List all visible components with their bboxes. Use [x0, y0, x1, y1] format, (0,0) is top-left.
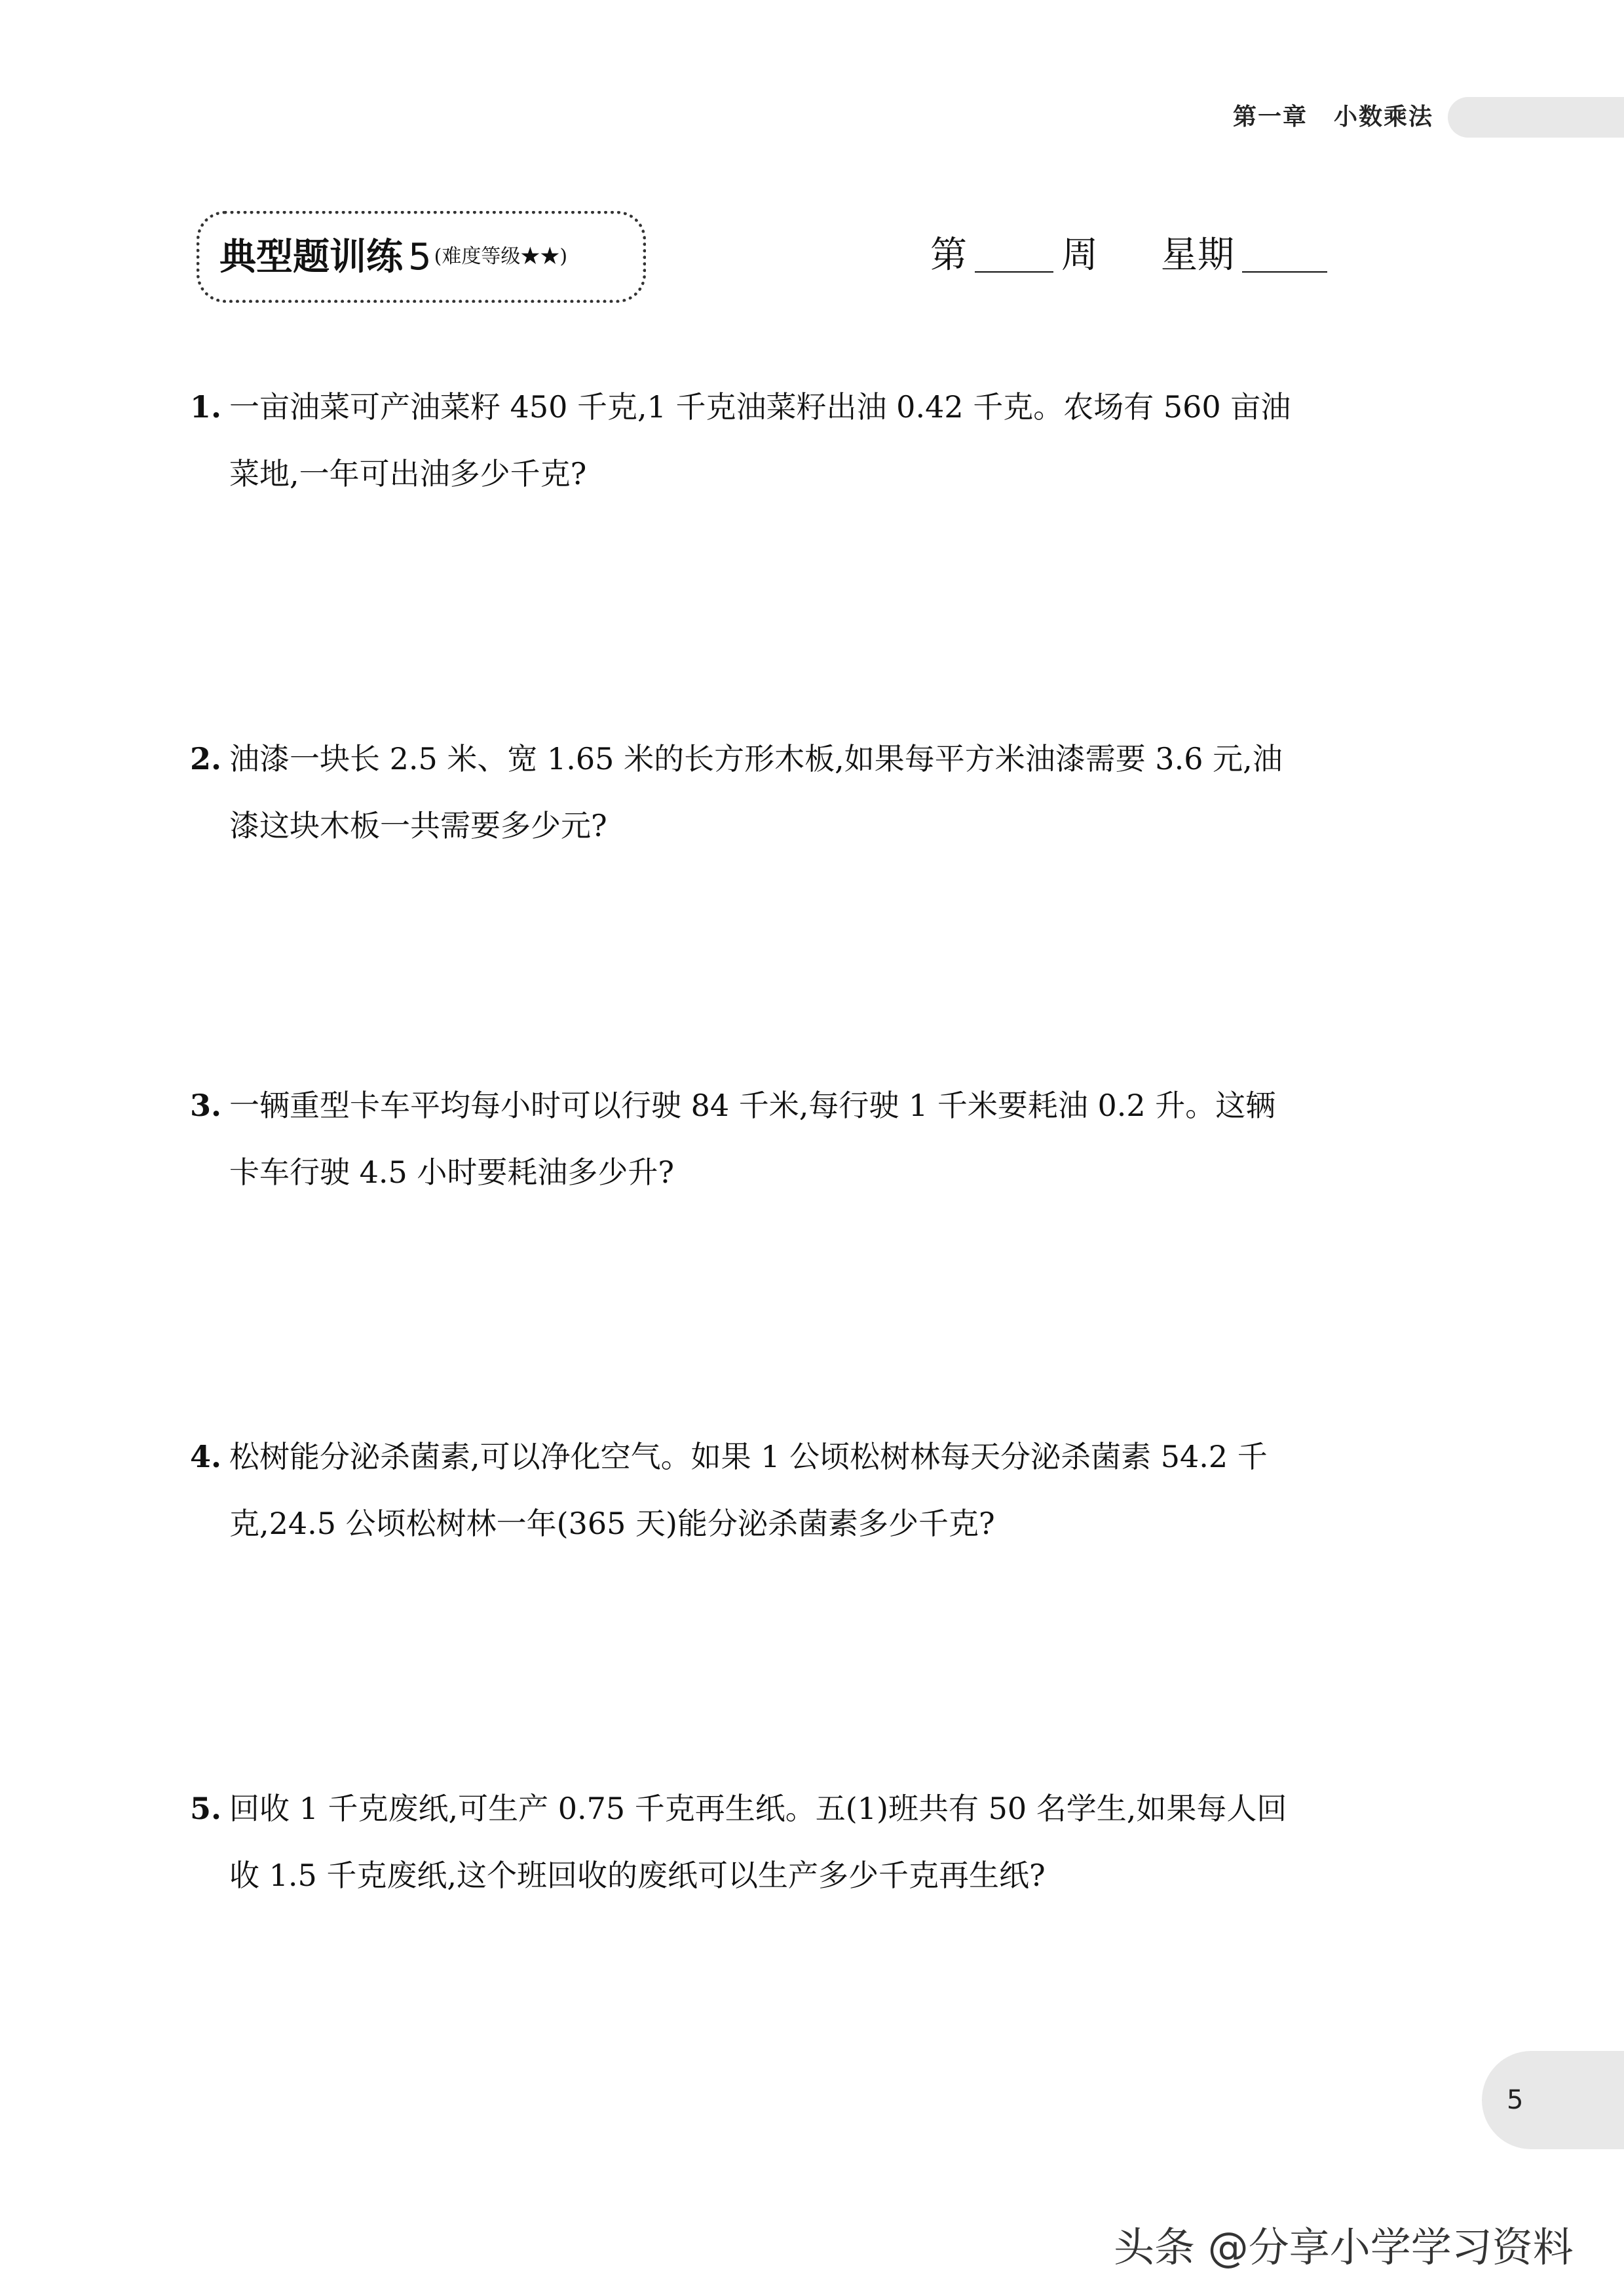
problem-text-line1: 一辆重型卡车平均每小时可以行驶 84 千米,每行驶 1 千米要耗油 0.2 升。这辆	[229, 1088, 1276, 1123]
problem-number: 4.	[190, 1439, 222, 1474]
week-day-fields	[930, 226, 1327, 278]
difficulty-level: (难度等级★★)	[434, 245, 568, 268]
problem-item	[190, 373, 1435, 507]
problem-number: 5.	[190, 1791, 222, 1826]
problem-text-line2: 克,24.5 公顷松树林一年(365 天)能分泌杀菌素多少千克?	[229, 1506, 995, 1541]
problem-number: 2.	[190, 741, 222, 776]
problem-text-line1: 松树能分泌杀菌素,可以净化空气。如果 1 公顷松树林每天分泌杀菌素 54.2 千	[229, 1439, 1268, 1474]
week-suffix: 周	[1061, 234, 1098, 277]
problem-text-line2: 卡车行驶 4.5 小时要耗油多少升?	[229, 1155, 675, 1190]
problem-text-line1: 回收 1 千克废纸,可生产 0.75 千克再生纸。五(1)班共有 50 名学生,如果每人回	[229, 1791, 1287, 1826]
chapter-header	[1233, 98, 1433, 132]
week-prefix: 第	[930, 234, 967, 277]
problem-number: 3.	[190, 1088, 222, 1123]
problem-text-line1: 油漆一块长 2.5 米、宽 1.65 米的长方形木板,如果每平方米油漆需要 3.6 元,油	[229, 741, 1283, 776]
page-number: 5	[1507, 2085, 1524, 2115]
week-blank[interactable]	[975, 271, 1053, 273]
problem-item	[190, 725, 1435, 859]
problem-item	[190, 1072, 1435, 1206]
problem-text-line2: 菜地,一年可出油多少千克?	[229, 456, 587, 491]
problem-item	[190, 1775, 1435, 1909]
problem-text-line2: 收 1.5 千克废纸,这个班回收的废纸可以生产多少千克再生纸?	[229, 1858, 1046, 1893]
weekday-label: 星期	[1161, 234, 1234, 277]
problem-text-line2: 漆这块木板一共需要多少元?	[229, 808, 607, 843]
chapter-label: 第一章	[1233, 104, 1308, 130]
problem-number: 1.	[190, 389, 222, 425]
problem-item	[190, 1423, 1435, 1557]
section-title	[219, 228, 567, 280]
header-tab-decoration	[1448, 97, 1624, 138]
chapter-topic: 小数乘法	[1334, 104, 1434, 130]
section-number: 5	[408, 236, 432, 278]
weekday-blank[interactable]	[1242, 271, 1327, 273]
watermark: 头条 @分享小学学习资料	[1114, 2223, 1574, 2271]
page-number-tab	[1482, 2051, 1624, 2149]
section-title-text: 典型题训练	[219, 236, 403, 278]
problem-text-line1: 一亩油菜可产油菜籽 450 千克,1 千克油菜籽出油 0.42 千克。农场有 560 亩油	[229, 389, 1291, 425]
